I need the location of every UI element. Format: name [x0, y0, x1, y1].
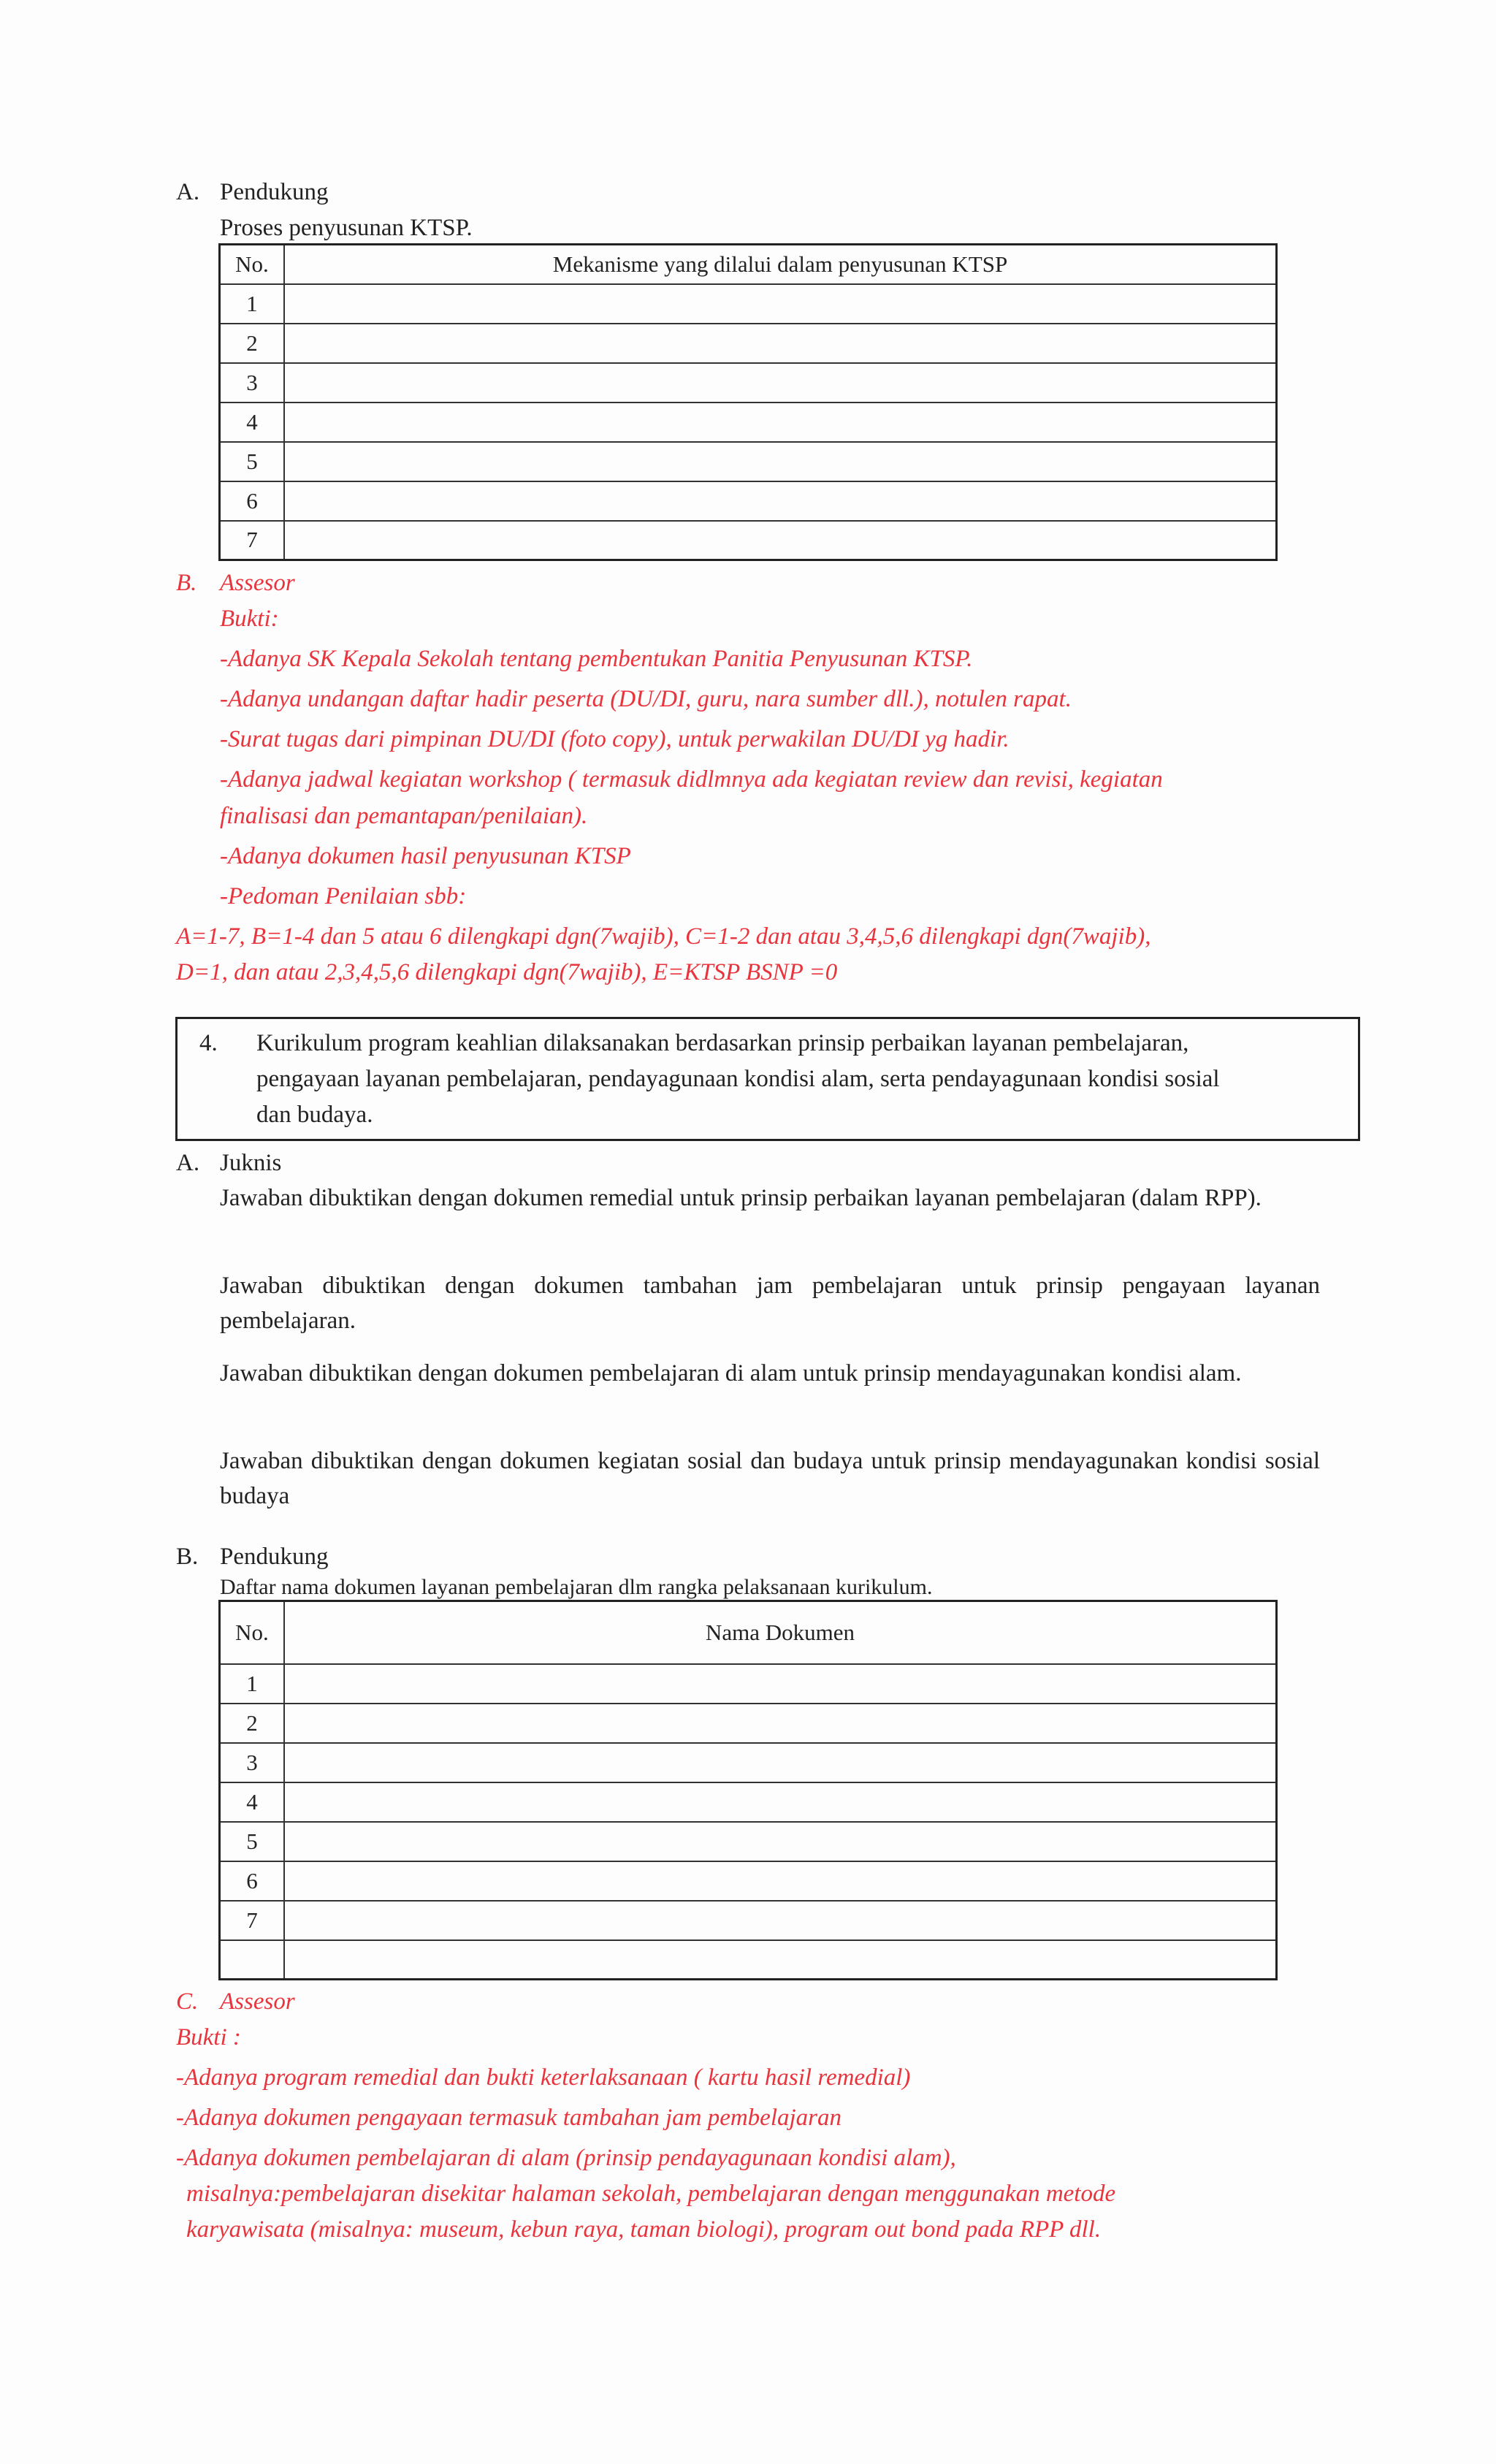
table-header-row — [220, 1601, 1277, 1664]
row-number: 3 — [220, 1743, 285, 1782]
criterion-number: 4. — [199, 1030, 218, 1056]
row-number: 4 — [220, 1782, 285, 1822]
bukti-item: -Adanya undangan daftar hadir peserta (DU/DI, guru, nara sumber dll.), notulen rapat. — [220, 686, 1072, 712]
table-header-row — [220, 245, 1277, 284]
bukti-label: Bukti : — [176, 2024, 241, 2051]
scoring-line: A=1-7, B=1-4 dan 5 atau 6 dilengkapi dgn(7wajib), C=1-2 dan atau 3,4,5,6 dilengkapi dgn(7wajib), — [176, 923, 1151, 950]
header-no: No. — [220, 245, 285, 284]
section-b-title: Assesor — [220, 570, 295, 596]
assesor2-title: Assesor — [220, 1988, 295, 2015]
row-cell[interactable] — [284, 481, 1277, 521]
row-cell[interactable] — [284, 1782, 1277, 1822]
table-row — [220, 521, 1277, 560]
pendukung2-subtitle: Daftar nama dokumen layanan pembelajaran dlm rangka pelaksanaan kurikulum. — [220, 1575, 933, 1599]
header-no: No. — [220, 1601, 285, 1664]
bukti-item: misalnya:pembelajaran disekitar halaman sekolah, pembelajaran dengan menggunakan metode — [186, 2181, 1116, 2207]
row-number: 7 — [220, 521, 285, 560]
table-row — [220, 403, 1277, 442]
row-cell[interactable] — [284, 1861, 1277, 1901]
assesor2-letter: C. — [176, 1988, 199, 2015]
juknis-paragraph: Jawaban dibuktikan dengan dokumen remedial untuk prinsip perbaikan layanan pembelajaran (dalam RPP). — [220, 1185, 1262, 1211]
table-row — [220, 1743, 1277, 1782]
row-number: 5 — [220, 442, 285, 481]
bukti-item: -Adanya dokumen hasil penyusunan KTSP — [220, 843, 631, 869]
section-a-title: Pendukung — [220, 179, 329, 205]
table-row — [220, 1861, 1277, 1901]
table-row — [220, 284, 1277, 324]
juknis-paragraph: Jawaban dibuktikan dengan dokumen pembelajaran di alam untuk prinsip mendayagunakan kondisi alam. — [220, 1360, 1242, 1387]
bukti-item: -Adanya program remedial dan bukti keterlaksanaan ( kartu hasil remedial) — [176, 2064, 911, 2091]
criterion-text-line: dan budaya. — [256, 1102, 373, 1128]
ktsp-table — [218, 243, 1278, 561]
juknis-paragraph: Jawaban dibuktikan dengan dokumen tambahan jam pembelajaran untuk prinsip pengayaan layanan pembelajaran. — [220, 1273, 1320, 1334]
row-number: 4 — [220, 403, 285, 442]
bukti-item: -Surat tugas dari pimpinan DU/DI (foto copy), untuk perwakilan DU/DI yg hadir. — [220, 726, 1010, 752]
bukti-item: -Adanya jadwal kegiatan workshop ( termasuk didlmnya ada kegiatan review dan revisi, kegiatan — [220, 766, 1163, 793]
table-row — [220, 1822, 1277, 1861]
section-a-letter: A. — [176, 179, 200, 205]
row-number: 3 — [220, 363, 285, 403]
row-cell[interactable] — [284, 1704, 1277, 1743]
row-cell[interactable] — [284, 1664, 1277, 1704]
criterion-text-line: Kurikulum program keahlian dilaksanakan berdasarkan prinsip perbaikan layanan pembelajaran, — [256, 1030, 1189, 1056]
row-number: 1 — [220, 1664, 285, 1704]
juknis-title: Juknis — [220, 1150, 282, 1176]
table-row — [220, 1664, 1277, 1704]
juknis-paragraph: Jawaban dibuktikan dengan dokumen kegiatan sosial dan budaya untuk prinsip mendayagunakan kondisi sosial budaya — [220, 1448, 1320, 1509]
row-number: 2 — [220, 1704, 285, 1743]
section-b-letter: B. — [176, 570, 197, 596]
table-row — [220, 324, 1277, 363]
bukti-label: Bukti: — [220, 606, 279, 632]
header-nama-dokumen: Nama Dokumen — [284, 1601, 1277, 1664]
table-row — [220, 363, 1277, 403]
header-mekanisme: Mekanisme yang dilalui dalam penyusunan KTSP — [284, 245, 1277, 284]
bukti-item: -Adanya SK Kepala Sekolah tentang pembentukan Panitia Penyusunan KTSP. — [220, 646, 973, 672]
juknis-letter: A. — [176, 1150, 200, 1176]
pendukung2-title: Pendukung — [220, 1544, 329, 1570]
row-number — [220, 1940, 285, 1980]
scoring-line: D=1, dan atau 2,3,4,5,6 dilengkapi dgn(7wajib), E=KTSP BSNP =0 — [176, 959, 838, 985]
row-cell[interactable] — [284, 1901, 1277, 1940]
section-a-subtitle: Proses penyusunan KTSP. — [220, 215, 473, 241]
table-row — [220, 481, 1277, 521]
row-number: 7 — [220, 1901, 285, 1940]
row-number: 1 — [220, 284, 285, 324]
bukti-item: -Pedoman Penilaian sbb: — [220, 883, 467, 909]
row-number: 2 — [220, 324, 285, 363]
bukti-item: finalisasi dan pemantapan/penilaian). — [220, 803, 588, 829]
row-number: 6 — [220, 481, 285, 521]
table-row — [220, 1782, 1277, 1822]
table-row — [220, 1901, 1277, 1940]
pendukung2-letter: B. — [176, 1544, 199, 1570]
bukti-item: -Adanya dokumen pembelajaran di alam (prinsip pendayagunaan kondisi alam), — [176, 2145, 956, 2171]
row-cell[interactable] — [284, 403, 1277, 442]
table-row — [220, 442, 1277, 481]
row-cell[interactable] — [284, 363, 1277, 403]
nama-dokumen-table — [218, 1600, 1278, 1980]
row-number: 5 — [220, 1822, 285, 1861]
row-cell[interactable] — [284, 1940, 1277, 1980]
row-cell[interactable] — [284, 442, 1277, 481]
criterion-text-line: pengayaan layanan pembelajaran, pendayagunaan kondisi alam, serta pendayagunaan kondisi sosial — [256, 1066, 1220, 1092]
table-row — [220, 1940, 1277, 1980]
bukti-item: -Adanya dokumen pengayaan termasuk tambahan jam pembelajaran — [176, 2105, 842, 2131]
bukti-item: karyawisata (misalnya: museum, kebun raya, taman biologi), program out bond pada RPP dll. — [186, 2216, 1102, 2243]
row-cell[interactable] — [284, 284, 1277, 324]
row-cell[interactable] — [284, 1743, 1277, 1782]
row-cell[interactable] — [284, 521, 1277, 560]
row-cell[interactable] — [284, 1822, 1277, 1861]
table-row — [220, 1704, 1277, 1743]
row-cell[interactable] — [284, 324, 1277, 363]
row-number: 6 — [220, 1861, 285, 1901]
